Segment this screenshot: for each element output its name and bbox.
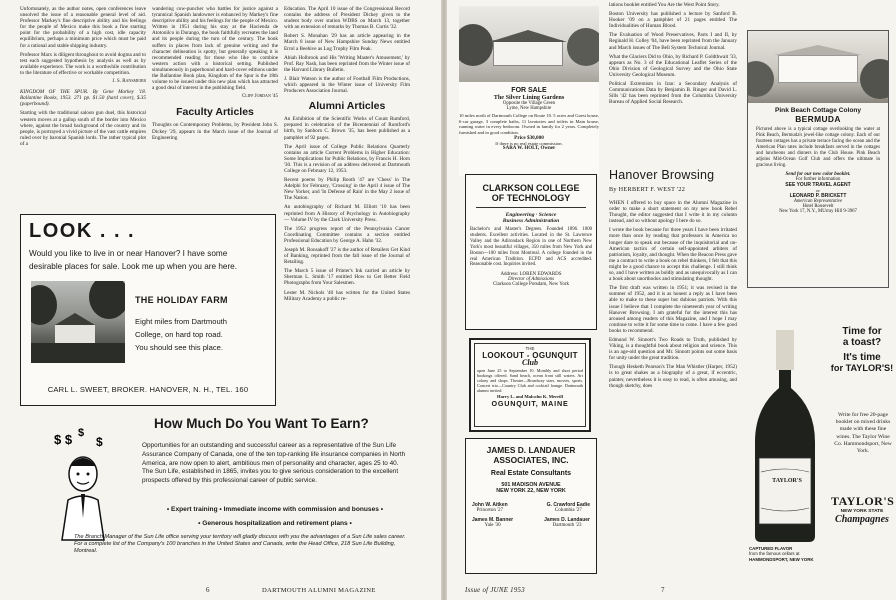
clarkson-programs: Business Administration xyxy=(502,218,560,224)
for-sale-note: If there is no real estate commission. xyxy=(495,141,563,147)
clarkson-director: Director of Admissions xyxy=(507,277,555,283)
taylor-logo: TAYLOR'S NEW YORK STATE Champagnes xyxy=(831,494,895,525)
paragraph: Education. The April 10 issue of the Congressional Record contains the address of President Dickey given to the student body over station WDBS on March 13, together with an extension of remarks by Thomas B. Curtis '32. xyxy=(284,6,410,31)
pink-beach-ad xyxy=(747,30,889,288)
for-sale-price: Price $30,000 xyxy=(514,135,544,142)
landauer-principals: John W. Aitken Princeton '27 G. Crawford Eadie Columbia '27 xyxy=(472,502,590,513)
paragraph: The first draft was written in 1951; it was revised in the summer of 1952, and it is as honest a reply as I have been able to make to these super but dubious patriots. With this issue I believe that I complete the nineteenth year of writing Hanover Browsing. I am grateful for the interest this has aroused among readers of this Magazine, and I hope I may continue to write it for some time to come. I have a few good books to recommend. xyxy=(609,285,737,334)
paragraph: Political Extremism in Iran: a Secondary Analysis of Communications Data by Benjamin B. Ringer and David L. Sills '42 has been reprinted from the Columbia University Bureau of Applied Social Research. xyxy=(609,81,737,106)
paragraph: Boston University has published a lecture by Sanford B. Hooker '09 on a pamphlet of 21 pages entitled The Individualities of Human Blood. xyxy=(609,11,737,30)
left-column-3 xyxy=(284,6,410,436)
page-number: 6 xyxy=(206,586,210,594)
pink-beach-hotel: Hotel Roosevelt xyxy=(802,204,834,209)
for-sale-location: Opposite the Village Green xyxy=(502,101,556,106)
paragraph: The March 5 issue of Printer's Ink carried an article by Sherman L. Smith '17 entitled How to Get Better Field Photographs from Your Salesmen. xyxy=(284,268,410,287)
paragraph: Recent poems by Philip Booth '47 are 'Chess' in The Adelphi for February, 'Crossing' in the April 4 issue of The New Yorker, and 'In Defense of Rain' in the May 2 issue of The Nation. xyxy=(284,177,410,202)
farm-photo xyxy=(31,281,125,363)
left-column-2 xyxy=(152,6,278,234)
look-ad-line: Would you like to live in or near Hanover? I have some xyxy=(29,249,228,258)
section-heading: Faculty Articles xyxy=(176,106,254,119)
lookout-club: Club xyxy=(521,358,538,367)
signature: Cliff Jordan '45 xyxy=(241,94,278,100)
paragraph: The April issue of College Public Relations Quarterly contains an article Current Problems in Higher Education: Some Implications for Public Relations, by Francis H. Horn '30. This is a revision of an address delivered at Dartmouth College on February 12, 1953. xyxy=(284,143,410,174)
paragraph: Though Hesketh Pearson's The Man Whistler (Harper, 1952) is to great shakes as a biography of a great, if eccentric, painter, nevertheless it is easy to read, is often amusing, and though sketchy, does xyxy=(609,364,737,389)
left-column-1 xyxy=(20,6,146,234)
pink-beach-phone: New York 17, N.Y., MUrray Hill 9-3967 xyxy=(779,209,857,214)
gardens-photo xyxy=(459,6,599,82)
pink-beach-info: For further information xyxy=(795,177,841,182)
paragraph: Abiah Holbrook and His 'Writing Master's Amusement,' by Prof. Ray Nash, has been reprinted from the Winter issue of the Harvard Library Bulletin. xyxy=(284,54,410,73)
lookout-owners: Harry L. and Malcolm K. Merrill xyxy=(497,394,563,399)
for-sale-name: The Silver Lining Gardens xyxy=(493,94,565,101)
paragraph: lations booklet entitled You Are the West Point Story. xyxy=(609,2,720,8)
lookout-body: open June 25 to September 10. Monthly and short period bookings offered. Sand beach, ocean front still waters. Art colony and shops. Theatre—Broadway stars, movies, sports. Concert trio—Country Club and cocktail lounge. Dartmouth alumni invited. xyxy=(477,368,583,393)
section-heading: Alumni Articles xyxy=(308,100,386,113)
lookout-the: THE xyxy=(525,346,535,351)
sunlife-bullets: • Generous hospitalization and retirement plans • xyxy=(198,520,352,527)
landauer-address: NEW YORK 22, NEW YORK xyxy=(496,488,566,494)
issue-folio: Issue of JUNE 1953 xyxy=(465,587,525,594)
clarkson-address: Address: LOREN EDWARDS xyxy=(500,272,562,278)
magazine-folio: DARTMOUTH ALUMNI MAGAZINE xyxy=(262,587,376,594)
sunlife-headline: How Much Do You Want To Earn? xyxy=(154,416,369,431)
clarkson-programs: Engineering · Science xyxy=(505,212,557,218)
paragraph: Robert S. Monahan '29 has an article appearing in the March 8 issue of New Hampshire Sunday News entitled Errol a Beehive as Log Trophy Film Peak. xyxy=(284,33,410,52)
clarkson-name: CLARKSON COLLEGE xyxy=(482,183,580,193)
paragraph: The Evaluation of Wood Preservatives, Parts I and II, by Reginald H. Colley '04, have been reprinted from the January and March issues of The Bell System Technical Journal. xyxy=(609,32,737,51)
landauer-address: 501 MADISON AVENUE xyxy=(501,482,561,488)
svg-text:$ $: $ $ xyxy=(54,432,73,447)
paragraph: Starting with the traditional saloon gun duel, this historical western moves at a gallop south of the border into Mexico where, against the broad background of the country and its people, is portrayed a vivid picture of the vast cattle empires ruled over by baronial Spanish lords. The rather typical plot of a xyxy=(20,110,146,147)
look-ad-line: desirable places for sale. Look me up when you are here. xyxy=(29,262,237,271)
sunlife-bullets: • Expert training • Immediate income with commission and bonuses • xyxy=(166,506,384,513)
paragraph: What the Glaciers Did to Ohio, by Richard P. Goldthwait '33, appears as No. 3 of the Educational Leaflet Series of the Ohio Division of Geological Survey and the Ohio State University Geological Museum. xyxy=(609,53,737,78)
bottle-label: TAYLOR'S xyxy=(772,478,802,484)
broker-line: CARL L. SWEET, BROKER. HANOVER, N. H., TEL. 160 xyxy=(47,385,249,394)
look-ad xyxy=(20,214,276,406)
clarkson-name: OF TECHNOLOGY xyxy=(491,193,571,203)
paragraph: An Exhibition of the Scientific Works of Count Rumford, prepared in celebration of the Bicentennial of Rumford's birth, by Sanborn C. Brown '35, has been published as a pamphlet of 92 pages. xyxy=(284,116,410,141)
paragraph: J. Blair Watson is the author of Football Film Productions, which appeared in the Winter issue of University Film Producers Association Journal. xyxy=(284,75,410,95)
pink-beach-agent: SEE YOUR TRAVEL AGENT xyxy=(785,182,851,188)
column-byline: By HERBERT F. WEST '22 xyxy=(609,186,686,193)
signature: J. S. Ransmeier xyxy=(112,79,146,85)
farm-description: Eight miles from Dartmouth College, on hard top road. You should see this place. xyxy=(135,317,227,352)
paragraph: Joseph M. Ronsakoff '27 is the author of Retailers Get Kind of Banking, reprinted from the fall issue of the Journal of Retailing. xyxy=(284,247,410,266)
landauer-name: JAMES D. LANDAUER xyxy=(486,445,576,455)
cottage-photo xyxy=(748,31,888,103)
man-with-money-illustration xyxy=(48,428,118,544)
clarkson-body: Bachelor's and Master's Degrees. Founded 1896. 1000 students. Excellent activities. Located in the St. Lawrence Valley and the Adirondack Region in one of Northern New York's most beautiful villages, 350 miles from New York and Boston—100 miles from Montreal. A college founded in the real American Tradition. ECPD and ACS accredited. Reasonable cost. Inquiries invited. xyxy=(470,227,592,268)
for-sale-ad xyxy=(459,6,599,176)
lookout-town: OGUNQUIT, MAINE xyxy=(491,399,569,408)
for-sale-location: Lyme, New Hampshire xyxy=(506,106,552,111)
page-number: 7 xyxy=(661,586,665,594)
pink-beach-body: Pictured above is a typical cottage overlooking the water at Pink Beach, Bermuda's jewel-like cottage colony. Each of our fourteen cottages has a private terrace facing the ocean and the American Plan rates include breakfasts served in the cottages and luncheons and dinners in the Club House. Pink Beach adjoins Mid-Ocean Golf Club and offers the ultimate in gracious living. xyxy=(756,127,880,168)
for-sale-title: FOR SALE xyxy=(511,87,547,94)
left-page xyxy=(0,0,441,600)
champagne-bottle-illustration xyxy=(747,330,825,544)
paragraph: WHEN I offered to buy space in the Alumni Magazine in order to make a short statement on my new book Rebel Thought, the editor suggested that I write it in my column instead, and so without apology I here do so. xyxy=(609,200,737,225)
right-column-1 xyxy=(609,2,737,152)
lookout-club-ad xyxy=(469,338,591,432)
taylor-headline: Time for a toast? It's time for TAYLOR'S! xyxy=(830,326,894,373)
svg-text:$: $ xyxy=(78,428,85,439)
clarkson-location: Clarkson College Potsdam, New York xyxy=(492,282,570,288)
landauer-principals: James M. Banner Yale '30 James D. Landauer Dartmouth '23 xyxy=(472,517,590,528)
pink-beach-location: BERMUDA xyxy=(795,114,841,124)
pink-beach-rep: LEONARD P. BRICKETT xyxy=(789,193,847,199)
landauer-name: ASSOCIATES, INC. xyxy=(493,455,569,465)
paragraph: Professor Marx is diligent throughout to avoid dogma and to test each suggested hypothesis by analysis as well as by available experience. The work is a worthwhile contribution to the literature of effective or workable competition. xyxy=(20,51,146,76)
taylor-wine-ad xyxy=(745,318,895,580)
sunlife-body: Opportunities for an outstanding and successful career as a representative of the Sun Life Assurance Company of Canada, one of the ten top-ranking life insurance companies in North America, are now open to alert, ambitious men of personality and character, ages 25 to 40. The Sun Life, established in 1865, invites you to give serious consideration to the excellent prospects offered by this professional career of public service. xyxy=(142,442,406,485)
paragraph: I wrote the book because for three years I have been irritated more than once by reading that professors in America no longer dare to speak out because of the inquisitorial and un-American tactics of certain self-appointed arbiters of patriotism, loyalty, and thought. When the Beacon Press gave me a contract to write a book on rebel thinkers, I felt that this might be a good chance to accept this challenge. I still think so, and I have written as boldly and as unequivocally as I can a book about unorthodox and stimulating thought. xyxy=(609,227,737,283)
landauer-subtitle: Real Estate Consultants xyxy=(490,470,572,477)
sunlife-ad xyxy=(46,410,412,576)
right-page xyxy=(447,0,896,600)
book-citation: KINGDOM OF THE SPUR. By Gene Markey '18. Ballantine Books, 1953. 271 pp. $1.50 (hard cover), $.35 (paperbound). xyxy=(20,89,146,108)
sunlife-fine-print: The Branch Manager of the Sun Life office serving your territory will gladly discuss with you the advantages of a Sun Life sales career. For a complete list of the Company's 100 branches in the United States and Canada, write the Head Office, 218 Sun Life Building, Montreal. xyxy=(74,534,406,555)
svg-text:$: $ xyxy=(96,435,103,449)
farm-name: THE HOLIDAY FARM xyxy=(135,295,228,305)
paragraph: Lester M. Nichols '40 has written for the United States Military Academy a public re- xyxy=(284,289,410,302)
landauer-ad xyxy=(465,438,597,574)
paragraph: Edmund W. Sinnott's Two Roads to Truth, published by Viking, is a thoughtful book about religion and science. This is an age-old question and Mr. Sinnott points out some basis for unity under the great tradition. xyxy=(609,336,737,362)
for-sale-body: 10 miles north of Dartmouth College on Route 10. 5 acres and Guest house, 6-car garage, 3 complete baths, 11 lavatories and toilets in Main house, running water in every bedroom. Owned in family for 2 years. Completely furnished and in good condition. xyxy=(459,113,599,135)
column-title: Hanover Browsing xyxy=(609,168,715,182)
pink-beach-rep-title: American Representative xyxy=(793,199,843,204)
for-sale-owner: SARA W. HOLT, Owner xyxy=(502,146,556,152)
pink-beach-title: Pink Beach Cottage Colony xyxy=(774,107,862,114)
paragraph: Unfortunately, as the author notes, open conferences leave unsolved the issue of a reasonable general level of aid. Professor Markey's fine descriptive ability and his feelings for the people of Mexico make this book a fine starting point for the probability of a high cost, idle capacity equilibrium, perhaps a minimum price which must be paid for a rational and stable shipping industry. xyxy=(20,6,146,49)
taylor-caption: CAPTURED FLAVOR from the famous cellars at HAMMONDSPORT, NEW YORK xyxy=(749,546,814,562)
hanover-browsing-column xyxy=(609,200,737,580)
pink-beach-booklet: Send for our new color booklet. xyxy=(785,172,851,177)
taylor-body: Write for free 20-page booklet on mixed drinks made with these fine wines. The Taylor Wine Co. Hammondsport, New York. xyxy=(834,412,892,455)
paragraph: Thoughts on Contemporary Problems, by President John S. Dickey '29, appears in the March issue of the Journal of Engineering xyxy=(152,122,278,141)
lookout-name: LOOKOUT - OGUNQUIT xyxy=(482,351,578,360)
pink-beach-or: or xyxy=(816,188,820,193)
paragraph: The 1952 progress report of the Pennsylvania Cancer Coordinating Committee contains a section entitled Professional Education by George A. Hahn '32. xyxy=(284,225,410,244)
paragraph: wandering cow-puncher who battles for justice against a tyrannical Spanish landowner is enhanced by Markey's fine descriptive ability and his feelings for the people of Mexico. Written in 1951 during his stay at the Hacienda de Atotonilco in Durango, the book faithfully recreates the land and its people during the turn of the century. The book suffers in places from lack of genuine writing and the character delineation is spotty, but generally speaking it is recommended reading for those who like to combine western action with a historical setting. Published simultaneously in paperbound and hard-cover editions under the Ballantine Book plan, Kingdom of the Spur is the 18th volume to be issued under this new plan which has attracted a good deal of interest in the publishing field. xyxy=(152,6,278,92)
clarkson-ad xyxy=(465,174,597,330)
look-ad-title: LOOK . . . xyxy=(29,220,136,242)
paragraph: An autobiography of Richard M. Elliott '10 has been reprinted from A History of Psychology in Autobiography — Volume IV by the Clark University Press. xyxy=(284,204,410,223)
